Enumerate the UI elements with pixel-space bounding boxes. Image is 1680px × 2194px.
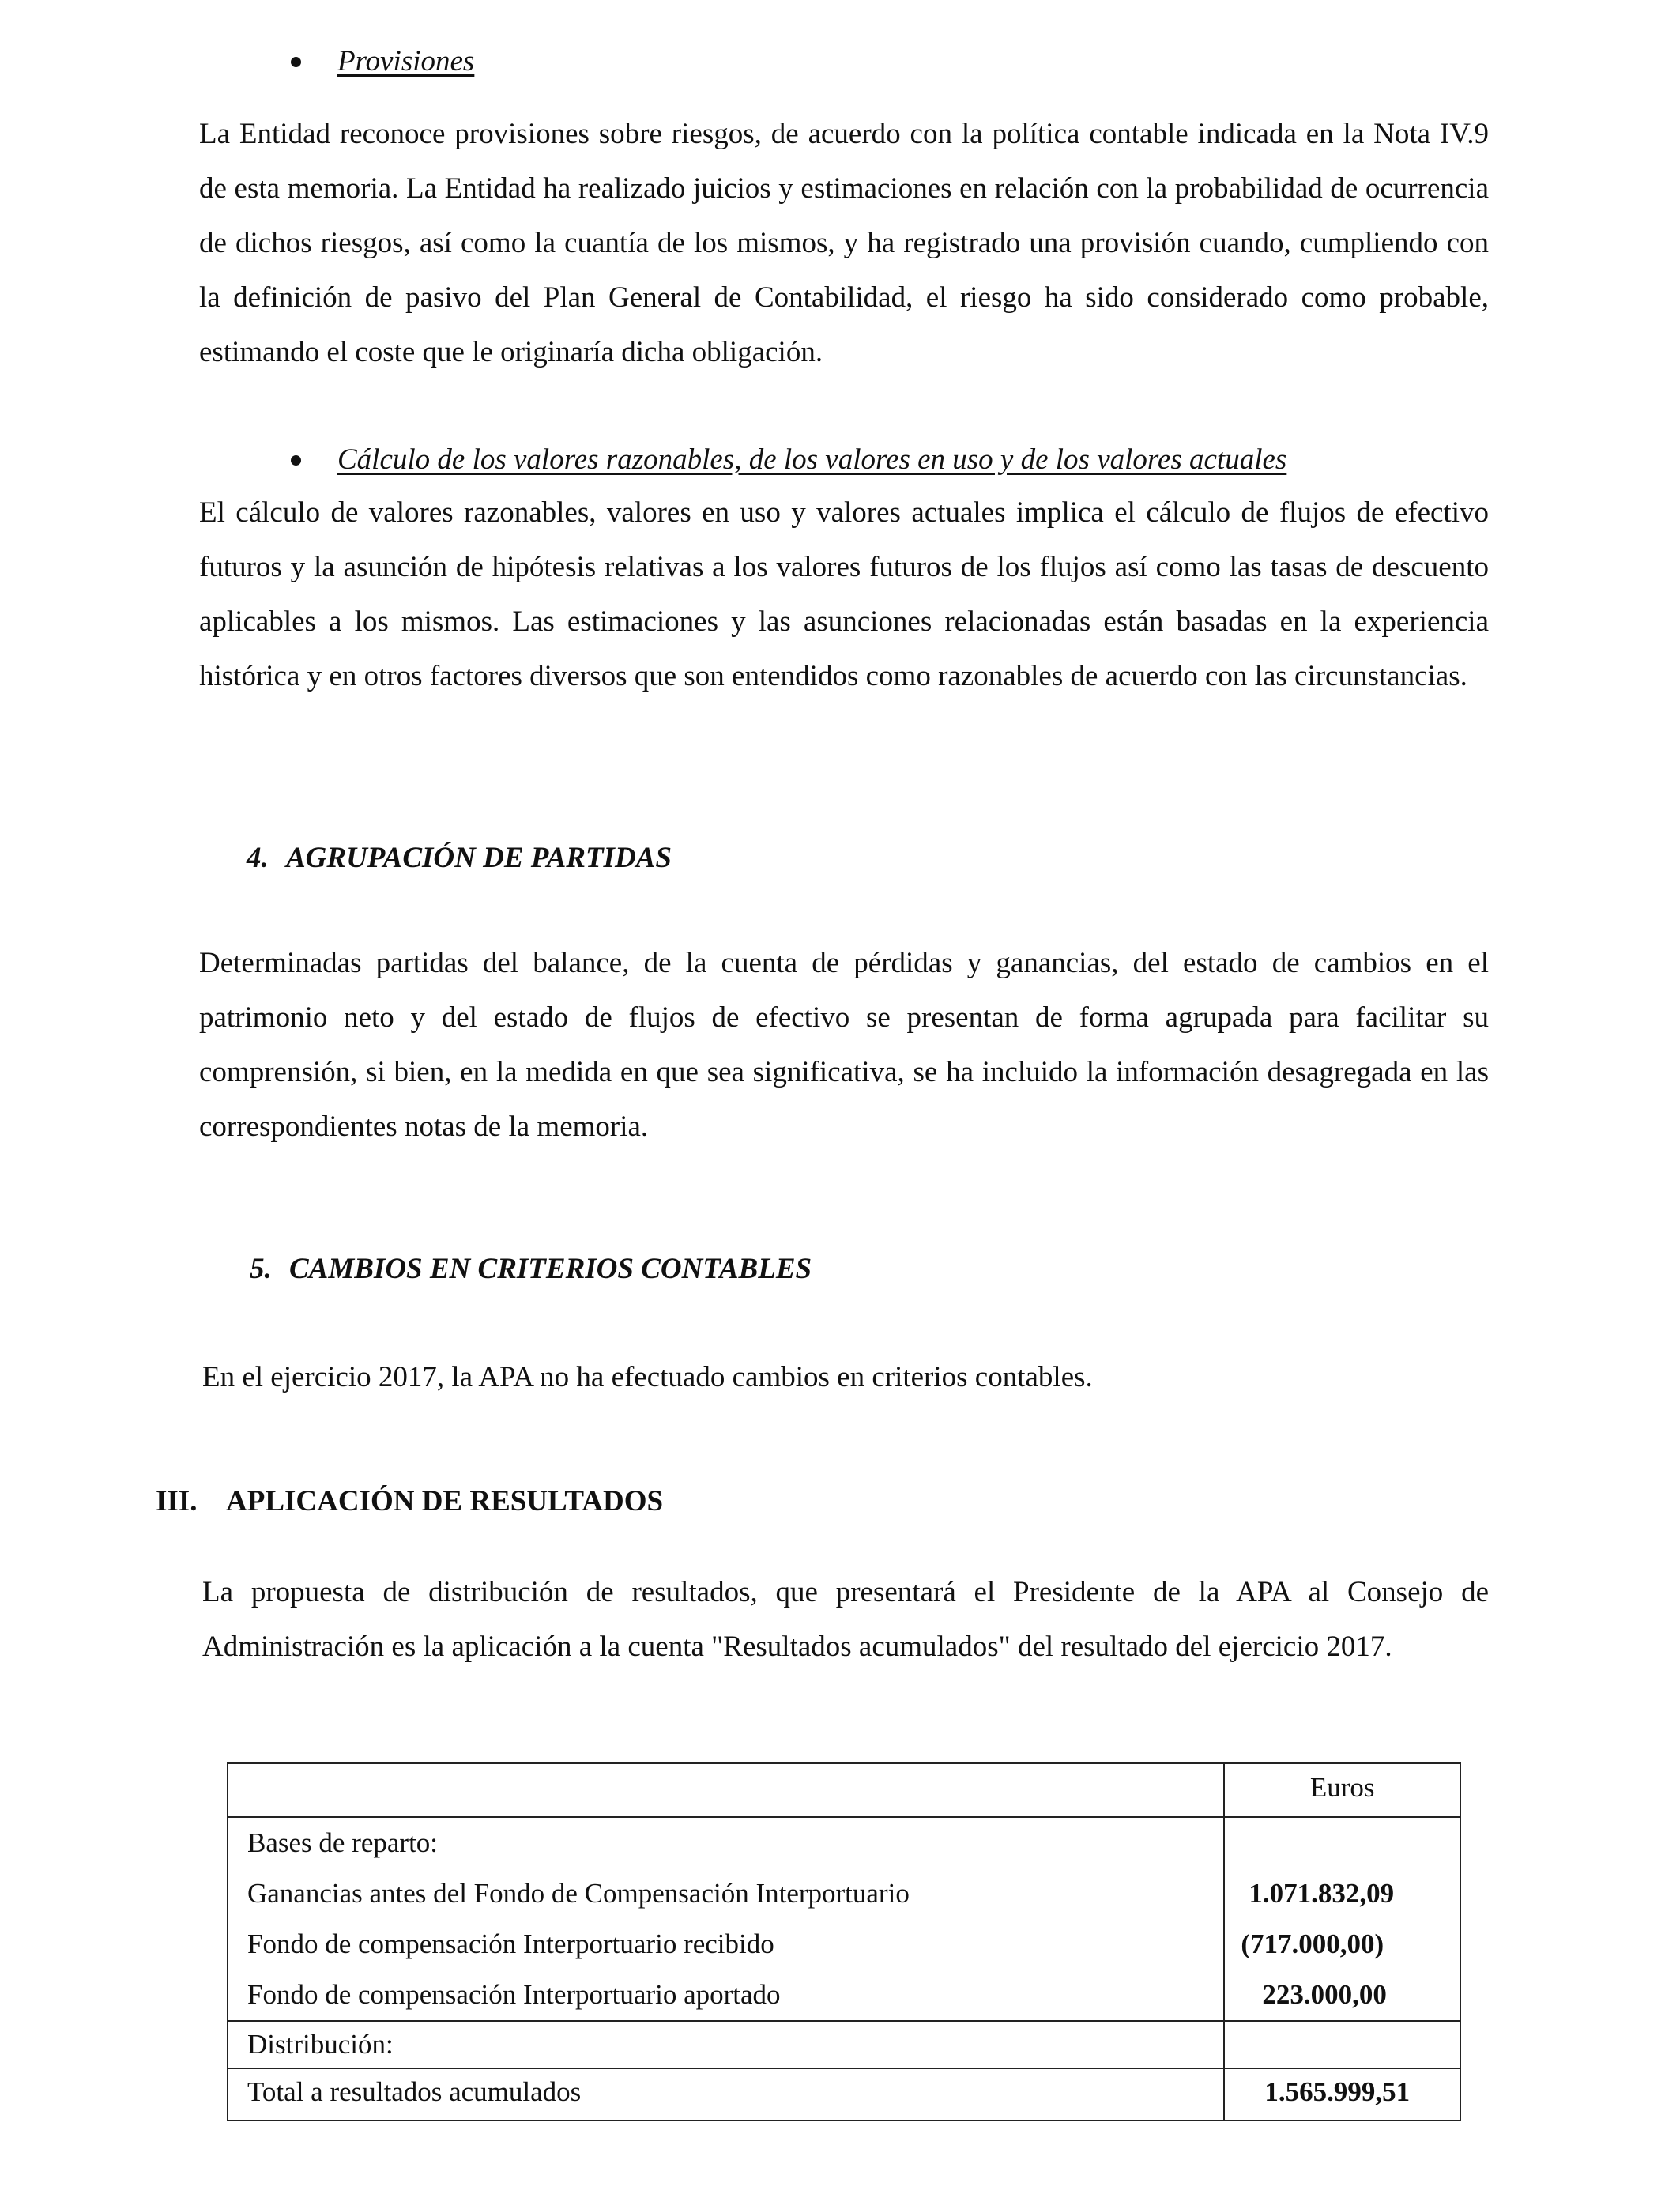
aplicacion-heading xyxy=(156,1483,663,1521)
row-label: Fondo de compensación Interportuario aportado xyxy=(247,1979,781,2010)
bullet-icon xyxy=(291,455,301,466)
row-value: 223.000,00 xyxy=(1262,1979,1387,2010)
row-value: 1.071.832,09 xyxy=(1249,1878,1395,1909)
provisiones-bullet xyxy=(291,43,474,81)
total-value-cell xyxy=(1224,2068,1460,2120)
distribucion-value-cell xyxy=(1224,2021,1460,2068)
row-value: (717.000,00) xyxy=(1241,1928,1384,1959)
table-header-row xyxy=(228,1763,1460,1817)
aplicacion-title: APLICACIÓN DE RESULTADOS xyxy=(226,1485,664,1517)
row-label: Fondo de compensación Interportuario recibido xyxy=(247,1928,774,1959)
agrupacion-paragraph: Determinadas partidas del balance, de la cuenta de pérdidas y ganancias, del estado de cambios en el patrimonio neto y del estado de flujos de efectivo se presentan de forma agrupada para facilitar su comprensión, si bien, en la medida en que sea significativa, se ha incluido la información desagregada en las correspondientes notas de la memoria. xyxy=(199,947,1489,1143)
cambios-number: 5. xyxy=(250,1253,272,1285)
total-cell xyxy=(228,2068,1224,2120)
bases-row xyxy=(228,1817,1460,2021)
total-label: Total a resultados acumulados xyxy=(247,2076,582,2107)
distribucion-row xyxy=(228,2021,1460,2068)
agrupacion-number: 4. xyxy=(247,842,269,874)
cambios-heading xyxy=(250,1250,812,1288)
provisiones-paragraph: La Entidad reconoce provisiones sobre riesgos, de acuerdo con la política contable indicada en la Nota IV.9 de esta memoria. La Entidad ha realizado juicios y estimaciones en relación con la probabilidad de ocurrencia de dichos riesgos, así como la cuantía de los mismos, y ha registrado una provisión cuando, cumpliendo con la definición de pasivo del Plan General de Contabilidad, el riesgo ha sido considerado como probable, estimando el coste que le originaría dicha obligación. xyxy=(199,118,1489,368)
provisiones-title: Provisiones xyxy=(337,45,475,77)
calculo-title: Cálculo de los valores razonables, de los valores en uso y de los valores actuales xyxy=(337,443,1287,476)
bases-values-cell xyxy=(1224,1817,1460,2021)
bullet-icon xyxy=(291,57,301,67)
cambios-paragraph: En el ejercicio 2017, la APA no ha efectuado cambios en criterios contables. xyxy=(202,1361,1093,1393)
header-empty-cell xyxy=(228,1763,1224,1817)
distribucion-label: Distribución: xyxy=(247,2029,394,2060)
bases-cell xyxy=(228,1817,1224,2021)
agrupacion-heading xyxy=(247,839,672,877)
aplicacion-number: III. xyxy=(156,1485,198,1517)
total-row xyxy=(228,2068,1460,2120)
euros-header: Euros xyxy=(1224,1763,1460,1817)
calculo-paragraph: El cálculo de valores razonables, valores en uso y valores actuales implica el cálculo de flujos de efectivo futuros y la asunción de hipótesis relativas a los valores futuros de los flujos así como las tasas de descuento aplicables a los mismos. Las estimaciones y las asunciones relacionadas están basadas en la experiencia histórica y en otros factores diversos que son entendidos como razonables de acuerdo con las circunstancias. xyxy=(199,496,1489,692)
cambios-title: CAMBIOS EN CRITERIOS CONTABLES xyxy=(289,1253,812,1285)
calculo-bullet xyxy=(291,441,1286,479)
distribution-table xyxy=(227,1762,1461,2121)
bases-label: Bases de reparto: xyxy=(247,1827,439,1858)
agrupacion-title: AGRUPACIÓN DE PARTIDAS xyxy=(286,842,672,874)
bases-value-spacer xyxy=(1225,1818,1460,1868)
row-label: Ganancias antes del Fondo de Compensación Interportuario xyxy=(247,1878,910,1909)
total-value: 1.565.999,51 xyxy=(1264,2076,1411,2107)
aplicacion-paragraph: La propuesta de distribución de resultados, que presentará el Presidente de la APA al Consejo de Administración es la aplicación a la cuenta "Resultados acumulados" del resultado del ejercicio 2017. xyxy=(202,1576,1489,1663)
distribucion-cell xyxy=(228,2021,1224,2068)
